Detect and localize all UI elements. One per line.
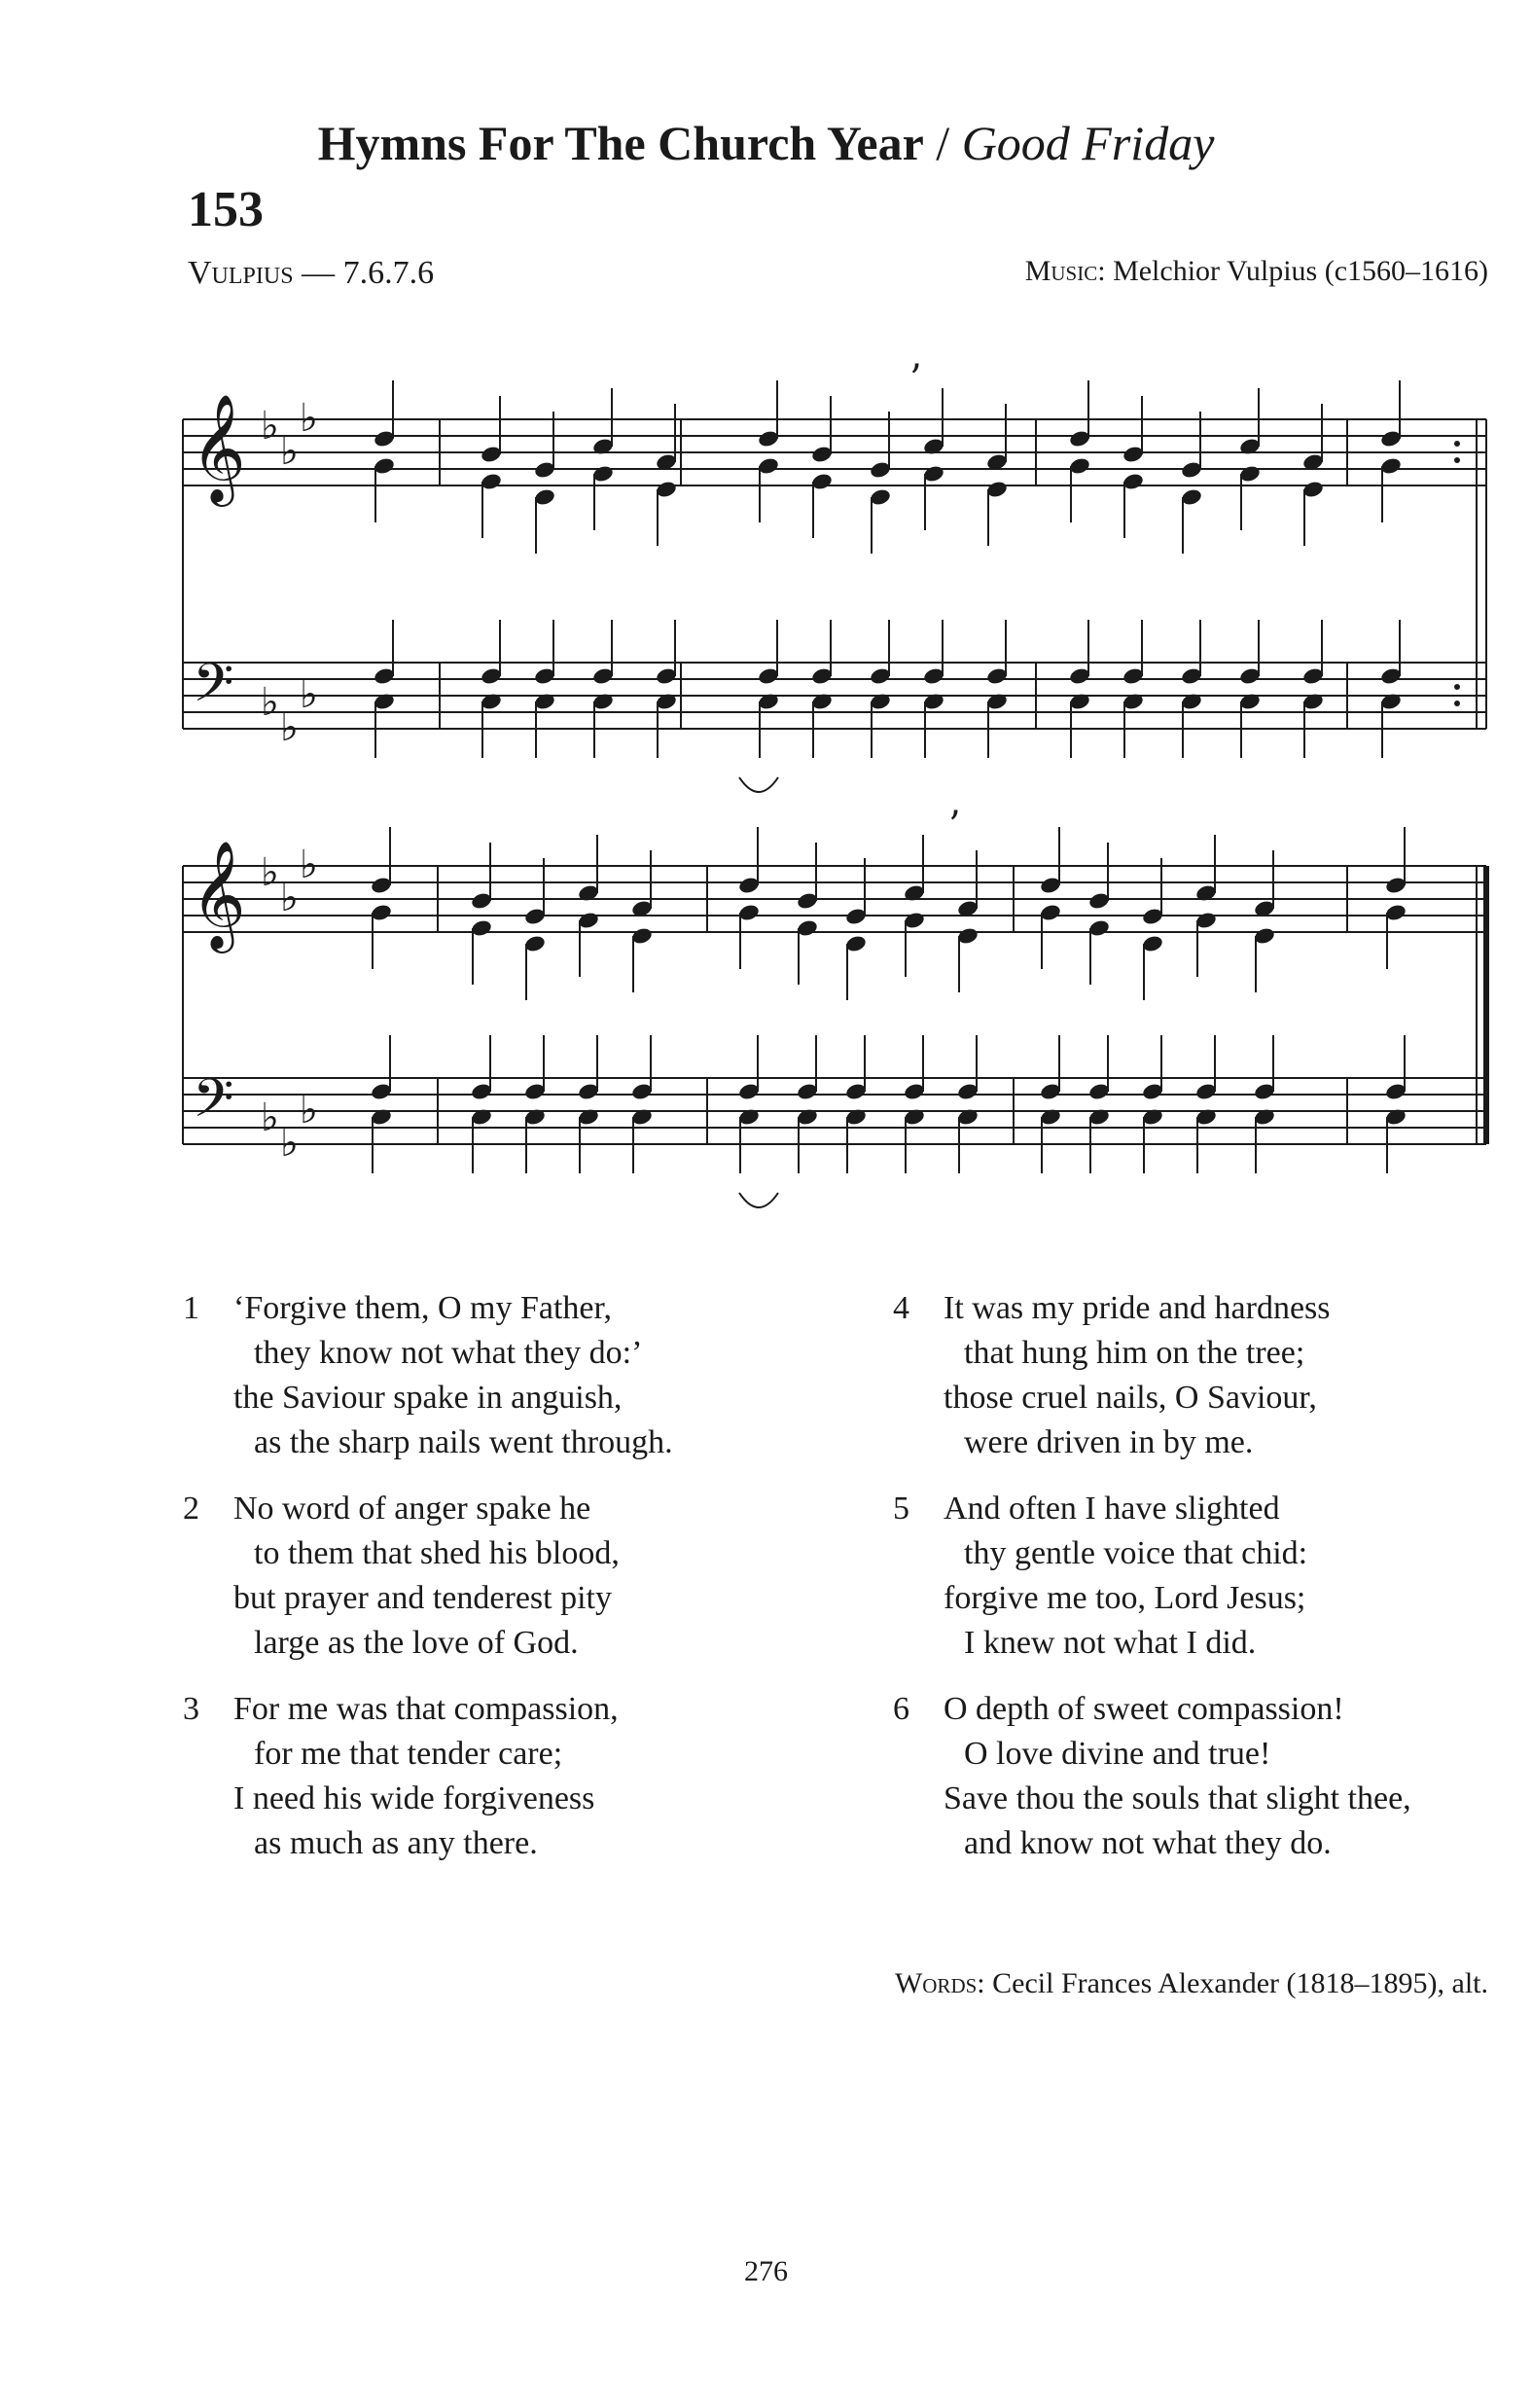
repeat-dot [1454, 701, 1460, 706]
occasion-title: Good Friday [961, 116, 1215, 170]
verse-number: 1 [183, 1290, 199, 1326]
verse-line: those cruel nails, O Saviour, [944, 1380, 1317, 1416]
flat-icon: ♭ [280, 1121, 299, 1166]
flat-icon: ♭ [300, 672, 318, 717]
flat-icon: ♭ [261, 680, 279, 725]
breath-mark-icon: ’ [948, 804, 961, 848]
verse-line: Save thou the souls that slight thee, [944, 1780, 1411, 1816]
verse-line: were driven in by me. [964, 1424, 1254, 1460]
flat-icon: ♭ [280, 876, 299, 920]
verse-line: the Saviour spake in anguish, [233, 1380, 623, 1416]
flat-icon: ♭ [300, 843, 318, 887]
repeat-dot [1454, 457, 1460, 463]
slur [739, 777, 778, 792]
treble-clef-icon: 𝄞 [191, 393, 246, 502]
verse-line: No word of anger spake he [233, 1491, 591, 1527]
verse-line: O depth of sweet compassion! [944, 1691, 1344, 1727]
verse-2 [183, 1487, 805, 1666]
verse-line: O love divine and true! [964, 1736, 1271, 1772]
verse-line: forgive me too, Lord Jesus; [944, 1580, 1306, 1616]
section-title: Hymns For The Church Year [317, 116, 924, 170]
treble-clef-icon: 𝄞 [191, 840, 246, 949]
treble-staff [183, 419, 1486, 485]
repeat-dot [1454, 684, 1460, 690]
verse-6 [893, 1687, 1515, 1866]
music-credit-text: : Melchior Vulpius (c1560–1616) [1097, 255, 1488, 287]
words-label: Words [894, 1967, 978, 1999]
header-separator: / [923, 116, 962, 170]
verse-line: I knew not what I did. [964, 1625, 1257, 1661]
verse-line: for me that tender care; [254, 1736, 563, 1772]
verse-number: 6 [893, 1691, 909, 1727]
hymn-number: 153 [188, 182, 264, 237]
words-credit [895, 1967, 1488, 2000]
meter: — 7.6.7.6 [293, 255, 435, 291]
verse-number: 3 [183, 1691, 199, 1727]
verse-1 [183, 1286, 805, 1465]
bass-clef-icon: 𝄢 [193, 652, 234, 727]
verse-line: that hung him on the tree; [964, 1335, 1305, 1371]
verse-line: I need his wide forgiveness [233, 1780, 595, 1816]
verse-line: but prayer and tenderest pity [233, 1580, 612, 1616]
flat-icon: ♭ [261, 404, 279, 449]
flat-icon: ♭ [300, 1088, 318, 1132]
flat-icon: ♭ [261, 850, 279, 895]
verse-line: and know not what they do. [964, 1825, 1332, 1861]
lyrics-column-right [893, 1286, 1515, 1887]
words-credit-text: : Cecil Frances Alexander (1818–1895), alt. [977, 1967, 1488, 1999]
verse-3 [183, 1687, 805, 1866]
flat-icon: ♭ [300, 396, 318, 441]
flat-icon: ♭ [280, 429, 299, 474]
verse-line: For me was that compassion, [233, 1691, 619, 1727]
repeat-dot [1454, 441, 1460, 447]
page-number: 276 [744, 2255, 788, 2287]
bass-clef-icon: 𝄢 [193, 1067, 234, 1142]
verse-line: as the sharp nails went through. [254, 1424, 673, 1460]
music-label: Music [1024, 255, 1098, 287]
verse-line: as much as any there. [254, 1825, 538, 1861]
tune-name: Vulpius [188, 255, 294, 291]
verse-number: 5 [893, 1491, 909, 1527]
lyrics-column-left [183, 1286, 805, 1887]
verse-line: large as the love of God. [254, 1625, 579, 1661]
verse-line: ‘Forgive them, O my Father, [233, 1290, 612, 1326]
verse-4 [893, 1286, 1515, 1465]
verse-number: 2 [183, 1491, 199, 1527]
verse-line: they know not what they do:’ [254, 1335, 643, 1371]
flat-icon: ♭ [261, 1096, 279, 1140]
verse-line: thy gentle voice that chid: [964, 1535, 1308, 1571]
verse-line: to them that shed his blood, [254, 1535, 620, 1571]
verse-line: It was my pride and hardness [944, 1290, 1331, 1326]
treble-staff [183, 866, 1486, 932]
verse-5 [893, 1487, 1515, 1666]
slur [739, 1193, 778, 1207]
verse-number: 4 [893, 1290, 909, 1326]
flat-icon: ♭ [280, 705, 299, 750]
breath-mark-icon: ’ [909, 357, 922, 402]
verse-line: And often I have slighted [944, 1491, 1280, 1527]
